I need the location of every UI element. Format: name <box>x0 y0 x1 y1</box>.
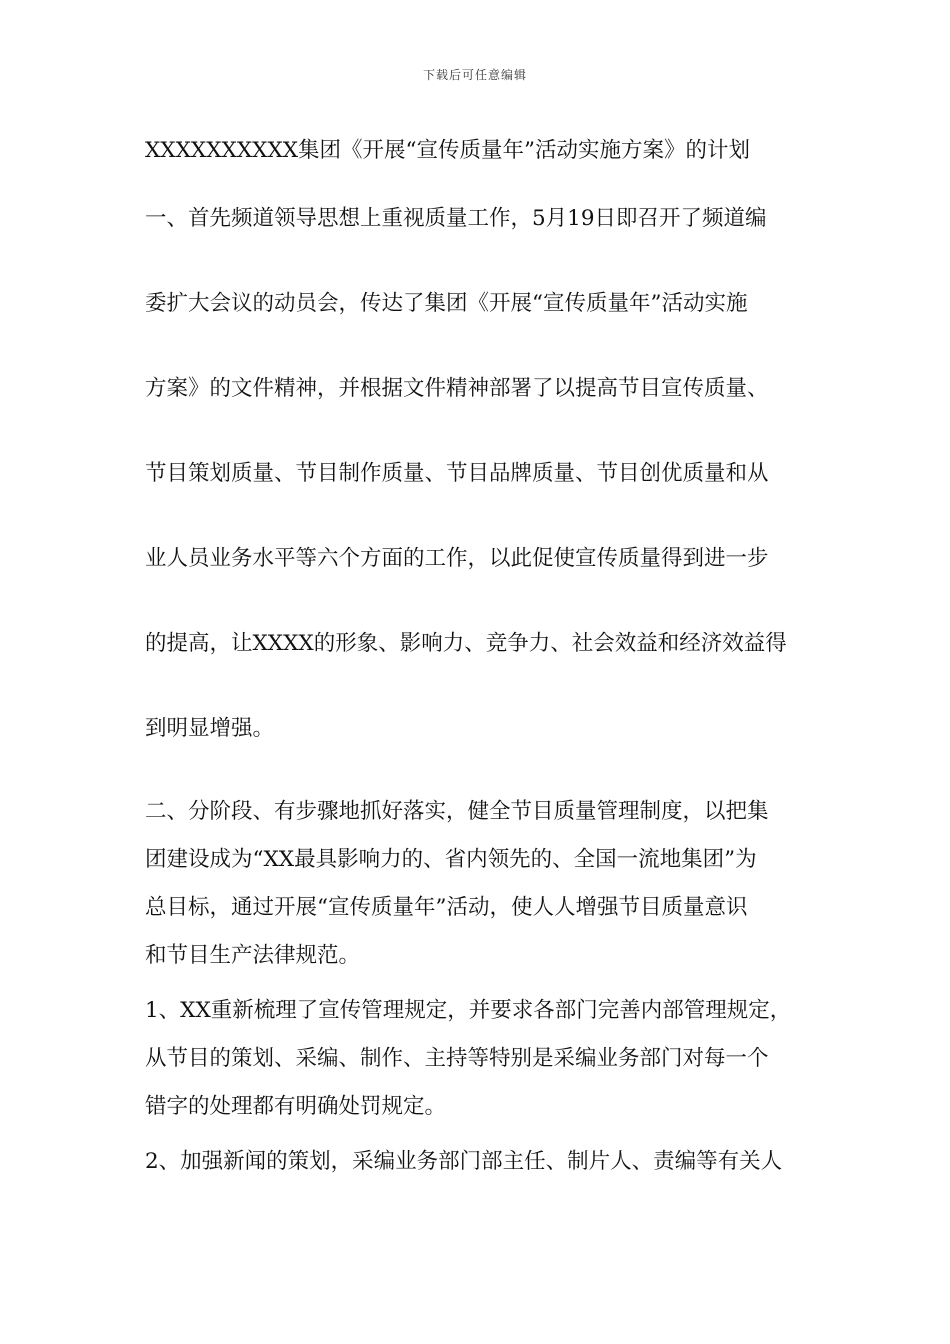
header-note: 下载后可任意编辑 <box>422 68 527 82</box>
section2-line-1: 二、分阶段、有步骤地抓好落实，健全节目质量管理制度，以把集 <box>145 799 769 824</box>
section2-line-7: 错字的处理都有明确处罚规定。 <box>145 1094 447 1119</box>
section1-line-4: 节目策划质量、节目制作质量、节目品牌质量、节目创优质量和从 <box>145 461 769 486</box>
section1-line-5: 业人员业务水平等六个方面的工作，以此促使宣传质量得到进一步 <box>145 546 769 571</box>
section1-line-1: 一、首先频道领导思想上重视质量工作，5月19日即召开了频道编 <box>145 206 767 231</box>
section2-line-5: 1、XX重新梳理了宣传管理规定，并要求各部门完善内部管理规定， <box>145 998 792 1023</box>
section2-line-6: 从节目的策划、采编、制作、主持等特别是采编业务部门对每一个 <box>145 1046 769 1071</box>
section2-line-8: 2、加强新闻的策划，采编业务部门部主任、制片人、责编等有关人 <box>145 1149 783 1174</box>
section1-line-3: 方案》的文件精神，并根据文件精神部署了以提高节目宣传质量、 <box>145 376 769 401</box>
section1-line-7: 到明显增强。 <box>145 716 275 741</box>
section1-line-2: 委扩大会议的动员会，传达了集团《开展“宣传质量年”活动实施 <box>145 291 748 316</box>
section2-line-3: 总目标，通过开展“宣传质量年”活动，使人人增强节目质量意识 <box>145 895 748 920</box>
section2-line-2: 团建设成为“XX最具影响力的、省内领先的、全国一流地集团”为 <box>145 847 757 872</box>
document-title: XXXXXXXXXX集团《开展“宣传质量年”活动实施方案》的计划 <box>145 138 751 163</box>
section2-line-4: 和节目生产法律规范。 <box>145 943 361 968</box>
section1-line-6: 的提高，让XXXX的形象、影响力、竞争力、社会效益和经济效益得 <box>145 631 787 656</box>
